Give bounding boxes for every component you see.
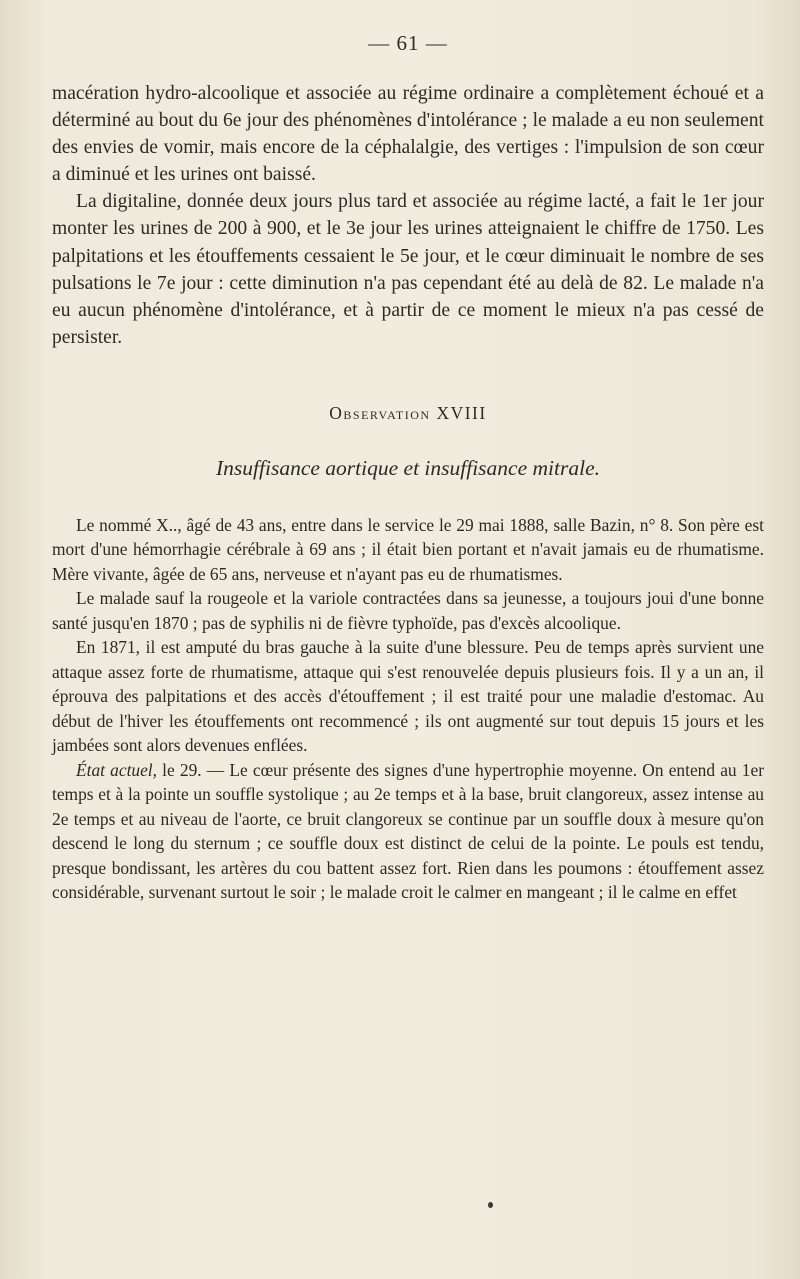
paragraph-amputation: En 1871, il est amputé du bras gauche à la suite d'une blessure. Peu de temps après survient une attaque assez forte de rhumatisme, attaque qui s'est renouvelée depuis plusieurs fois. Il y a un an, il éprouva des palpitations et des accès d'étouffement ; il est traité pour une maladie d'estomac. Au début de l'hiver les étouffements ont recommencé ; ils ont augmenté sur tout depuis 15 jours et les jambées sont alors devenues enflées.	[52, 637, 764, 756]
paragraph-etat-actuel	[52, 758, 764, 905]
paragraph-digitaline: La digitaline, donnée deux jours plus tard et associée au régime lacté, a fait le 1er jour monter les urines de 200 à 900, et le 3e jour les urines atteignaient le chiffre de 1750. Les palpitations et les étouffements cessaient le 5e jour, et le cœur diminuait le nombre de ses pulsations le 7e jour : cette diminution n'a pas cependant été au delà de 82. Le malade n'a eu aucun phénomène d'intolérance, et à partir de ce moment le mieux n'a pas cessé de persister.	[52, 191, 764, 348]
observation-title: Observation XVIII	[329, 402, 487, 423]
ink-dot-mark	[488, 1202, 493, 1208]
paragraph-maceration: macération hydro-alcoolique et associée au régime ordinaire a complètement échoué et a déterminé au bout du 6e jour des phénomènes d'intolérance ; le malade a eu non seulement des envies de vomir, mais encore de la céphalalgie, des vertiges : l'impulsion de son cœur a diminué et les urines ont baissé.	[52, 83, 764, 186]
paragraph-history: Le malade sauf la rougeole et la variole contractées dans sa jeunesse, a toujours joui d'une bonne santé jusqu'en 1870 ; pas de syphilis ni de fièvre typhoïde, pas d'excès alcoolique.	[52, 588, 764, 633]
paragraph-patient-intro: Le nommé X.., âgé de 43 ans, entre dans le service le 29 mai 1888, salle Bazin, n° 8. Son père est mort d'une hémorrhagie cérébrale à 69 ans ; il était bien portant et n'avait jamais eu de rhumatisme. Mère vivante, âgée de 65 ans, nerveuse et n'ayant pas eu de rhumatismes.	[52, 514, 764, 584]
book-page	[52, 28, 764, 1258]
observation-subtitle: Insuffisance aortique et insuffisance mitrale.	[216, 455, 600, 480]
etat-actuel-text: le 29. — Le cœur présente des signes d'une hypertrophie moyenne. On entend au 1er temps et à la pointe un souffle systolique ; au 2e temps et à la base, bruit clangoreux, assez intense au 2e temps et au niveau de l'aorte, ce bruit clangoreux se continue par un souffle doux à mesure qu'on descend le long du sternum ; ce souffle doux est distinct de celui de la pointe. Le pouls est tendu, presque bondissant, les artères du cou battent assez fort. Rien dans les poumons : étouffement assez considérable, survenant surtout le soir ; le malade croit le calmer en mangeant ; il le calme en effet	[52, 759, 765, 903]
page-number: — 61 —	[368, 31, 448, 55]
etat-actuel-label: État actuel,	[76, 759, 157, 780]
